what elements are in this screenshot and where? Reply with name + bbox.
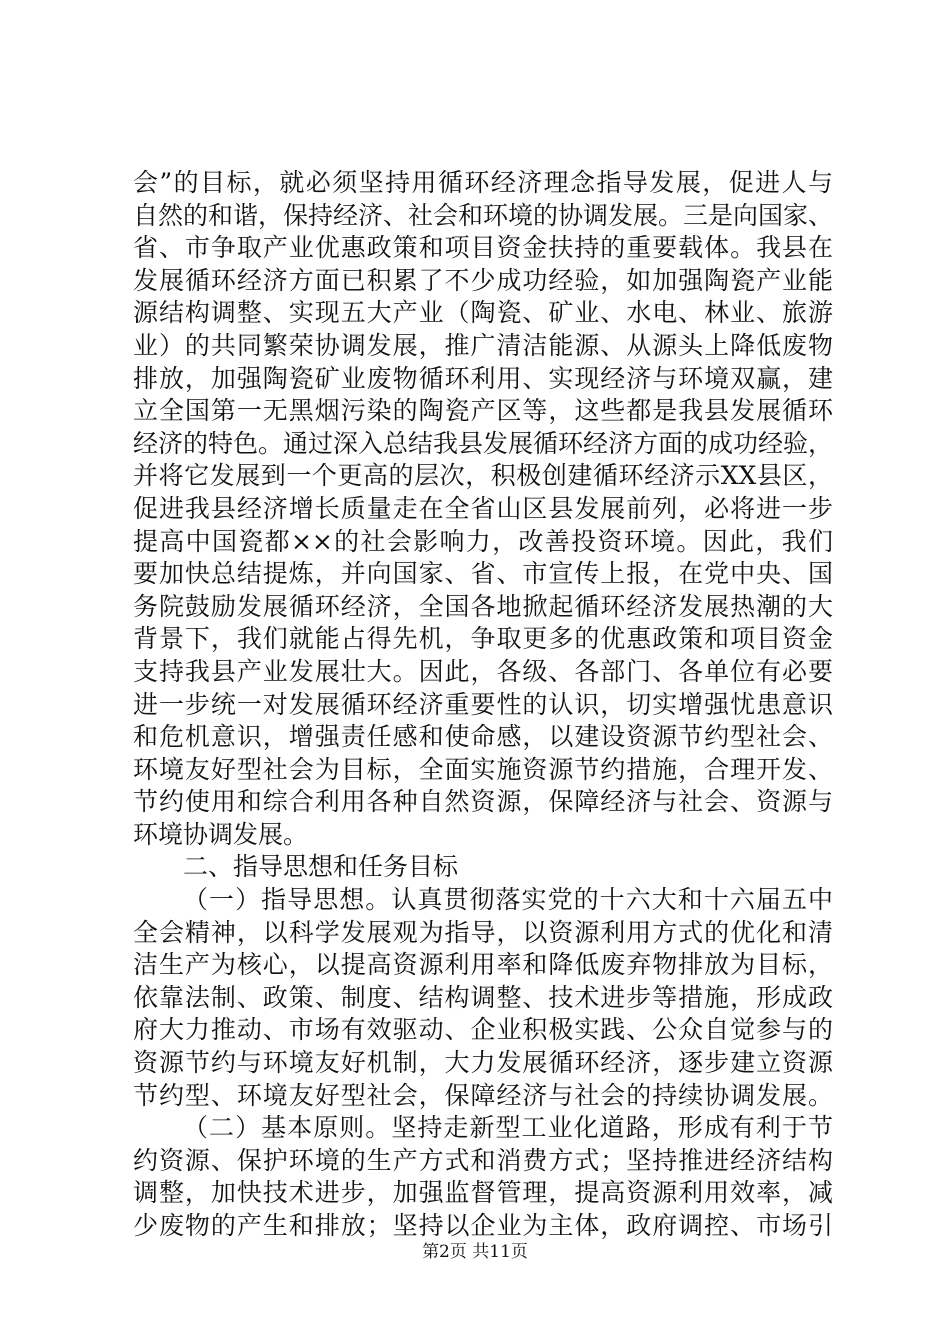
text-line: 源结构调整、实现五大产业（陶瓷、矿业、水电、林业、旅游: [133, 298, 833, 328]
text-line: 并将它发展到一个更高的层次，积极创建循环经济示XX县区，: [133, 461, 833, 491]
text-line: 依靠法制、政策、制度、结构调整、技术进步等措施，形成政: [133, 982, 833, 1012]
page-footer: 第2页 共11页: [422, 1242, 528, 1262]
text-line: 发展循环经济方面已积累了不少成功经验，如加强陶瓷产业能: [133, 265, 833, 295]
text-line: 洁生产为核心，以提高资源利用率和降低废弃物排放为目标，: [133, 950, 833, 980]
text-line: 资源节约与环境友好机制，大力发展循环经济，逐步建立资源: [133, 1048, 833, 1078]
text-line: 府大力推动、市场有效驱动、企业积极实践、公众自觉参与的: [133, 1015, 833, 1045]
text-line: 经济的特色。通过深入总结我县发展循环经济方面的成功经验，: [133, 428, 833, 458]
text-line: 提高中国瓷都××的社会影响力，改善投资环境。因此，我们: [133, 526, 833, 556]
text-line: 自然的和谐，保持经济、社会和环境的协调发展。三是向国家、: [133, 200, 833, 230]
text-line: 全会精神，以科学发展观为指导，以资源利用方式的优化和清: [133, 917, 833, 947]
section-heading: 二、指导思想和任务目标: [183, 852, 459, 882]
text-line: 排放，加强陶瓷矿业废物循环利用、实现经济与环境双赢，建: [133, 363, 833, 393]
text-line: 节约型、环境友好型社会，保障经济与社会的持续协调发展。: [133, 1080, 833, 1110]
text-line: 业）的共同繁荣协调发展，推广清洁能源、从源头上降低废物: [133, 330, 833, 360]
paragraph-first-line: （一）指导思想。认真贯彻落实党的十六大和十六届五中: [183, 885, 833, 915]
document-body: [133, 167, 833, 1243]
text-line: 促进我县经济增长质量走在全省山区县发展前列，必将进一步: [133, 493, 833, 523]
text-line: 进一步统一对发展循环经济重要性的认识，切实增强忧患意识: [133, 689, 833, 719]
text-line: 立全国第一无黑烟污染的陶瓷产区等，这些都是我县发展循环: [133, 396, 833, 426]
text-line: 节约使用和综合利用各种自然资源，保障经济与社会、资源与: [133, 787, 833, 817]
text-line: 和危机意识，增强责任感和使命感，以建设资源节约型社会、: [133, 722, 833, 752]
text-line: 会”的目标，就必须坚持用循环经济理念指导发展，促进人与: [133, 168, 833, 197]
text-line: 省、市争取产业优惠政策和项目资金扶持的重要载体。我县在: [133, 233, 833, 263]
text-line: 调整，加快技术进步，加强监督管理，提高资源利用效率，减: [133, 1178, 833, 1208]
paragraph-first-line: （二）基本原则。坚持走新型工业化道路，形成有利于节: [183, 1113, 833, 1143]
text-line: 要加快总结提炼，并向国家、省、市宣传上报，在党中央、国: [133, 559, 833, 589]
text-line: 环境协调发展。: [133, 819, 309, 849]
text-line: 背景下，我们就能占得先机，争取更多的优惠政策和项目资金: [133, 624, 833, 654]
text-line: 环境友好型社会为目标，全面实施资源节约措施，合理开发、: [133, 754, 833, 784]
text-line: 约资源、保护环境的生产方式和消费方式；坚持推进经济结构: [133, 1145, 833, 1175]
text-line: 务院鼓励发展循环经济，全国各地掀起循环经济发展热潮的大: [133, 591, 833, 621]
text-line: 支持我县产业发展壮大。因此，各级、各部门、各单位有必要: [133, 656, 833, 686]
text-line: 少废物的产生和排放；坚持以企业为主体，政府调控、市场引: [133, 1211, 833, 1240]
